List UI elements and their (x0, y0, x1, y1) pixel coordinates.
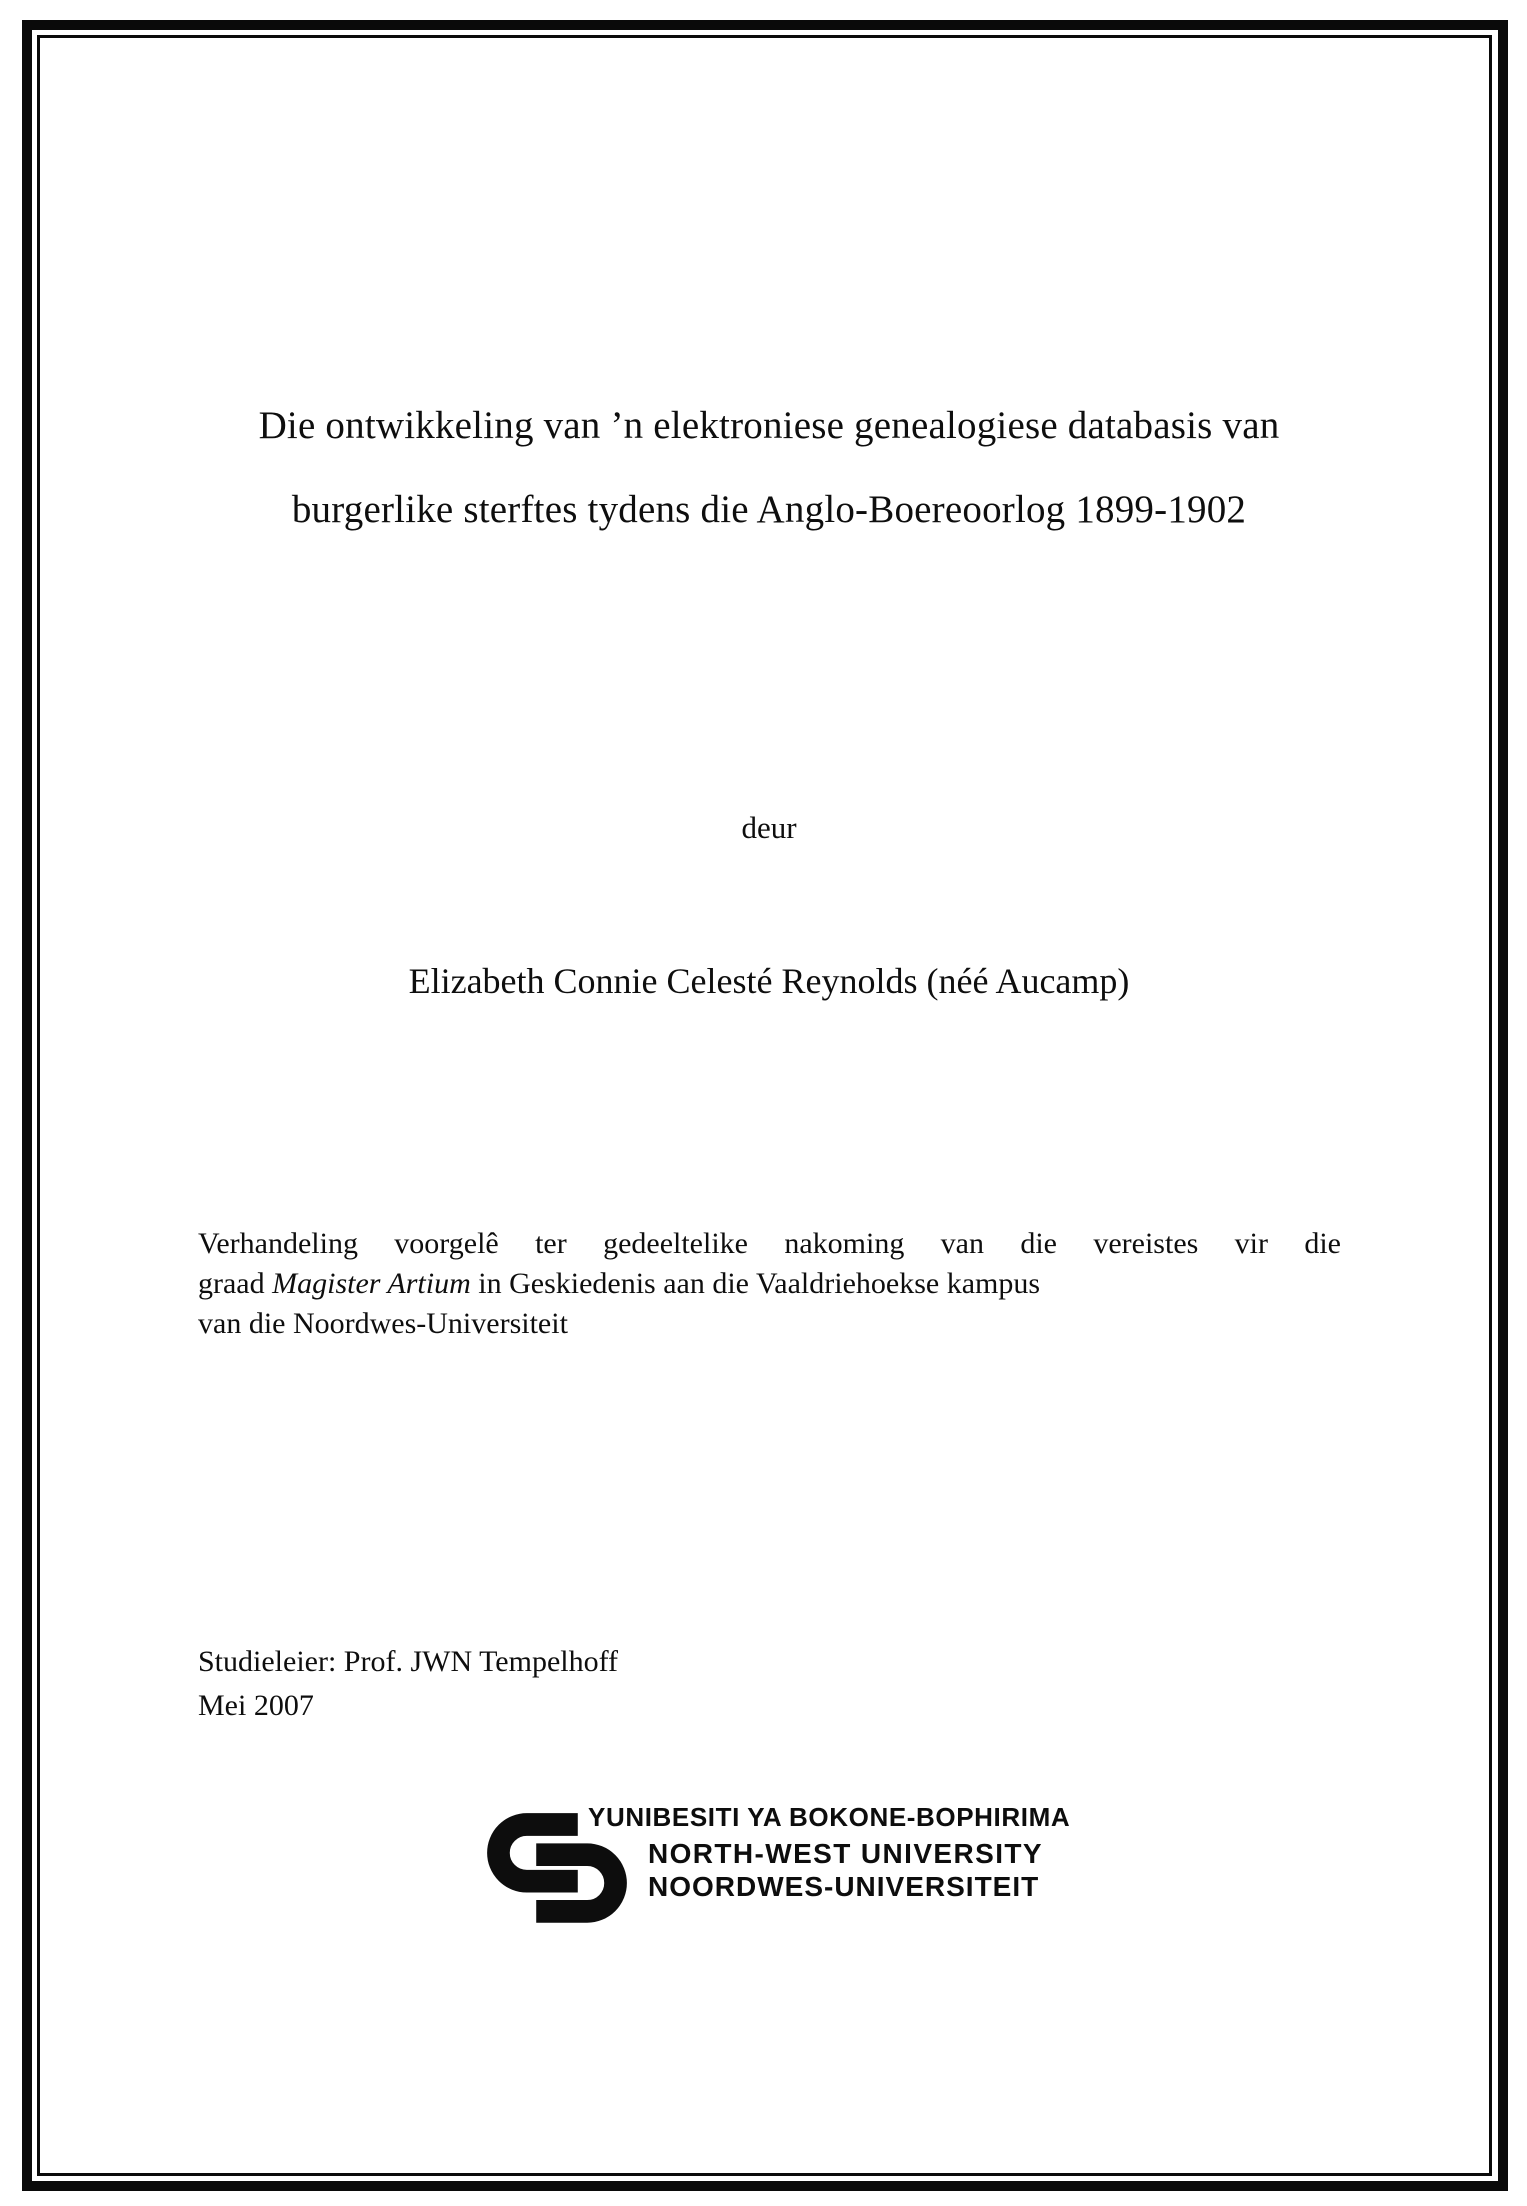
submission-statement (198, 1224, 1341, 1344)
date-line: Mei 2007 (198, 1689, 314, 1722)
submission-line-1: Verhandeling voorgelê ter gedeeltelike nakoming van die vereistes vir die (198, 1227, 1341, 1260)
logo-name-english: NORTH-WEST UNIVERSITY (648, 1838, 1043, 1869)
submission-line-3: van die Noordwes-Universiteit (198, 1307, 568, 1340)
submission-line-2-suffix: in Geskiedenis aan die Vaaldriehoekse kampus (470, 1267, 1041, 1300)
author-name: Elizabeth Connie Celesté Reynolds (néé Aucamp) (408, 961, 1130, 1001)
degree-name: Magister Artium (272, 1267, 471, 1300)
submission-line-2 (198, 1264, 1341, 1304)
logo-name-setswana: YUNIBESITI YA BOKONE-BOPHIRIMA (588, 1802, 1071, 1832)
thesis-title-line-2: burgerlike sterftes tydens die Anglo-Boereoorlog 1899-1902 (291, 488, 1247, 531)
thesis-title-line-1: Die ontwikkeling van ’n elektroniese genealogiese databasis van (258, 404, 1280, 447)
logo-name-afrikaans: NOORDWES-UNIVERSITEIT (648, 1871, 1040, 1902)
byline-deur: deur (741, 810, 797, 845)
supervisor-line: Studieleier: Prof. JWN Tempelhoff (198, 1645, 619, 1678)
submission-line-2-prefix: graad (198, 1267, 273, 1300)
university-logo (472, 1798, 1112, 1943)
